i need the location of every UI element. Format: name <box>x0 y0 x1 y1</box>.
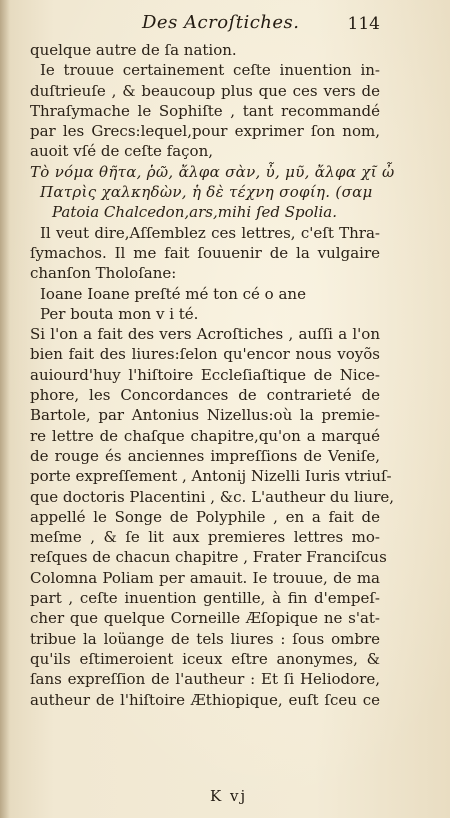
text-line: Ie trouue certainement ceſte inuention in- <box>40 61 380 80</box>
text-line: Si l'on a fait des vers Acroſtiches , auſſi a l'on <box>30 325 380 344</box>
song-line: Per bouta mon v i té. <box>40 304 199 323</box>
text-line: Il veut dire,Aſſemblez ces lettres, c'eſt Thra- <box>40 223 380 242</box>
text-line: appellé le Songe de Polyphile , en a fait de <box>30 507 380 526</box>
greek-verse-line: Πατρὶς χαλκηδὼν, ἡ δὲ τέχνη σοφίη. (σαμ <box>40 183 373 202</box>
text-line: auoit vſé de ceſte façon, <box>30 142 214 161</box>
greek-verse-line: Τὸ νόμα θῆτα, ῥῶ, ἄλφα σὰν, ὖ, μῦ, ἄλφα χῖ ὦ <box>30 162 395 181</box>
text-line: autheur de l'hiſtoire Æthiopique, euſt ſceu ce <box>30 690 380 709</box>
running-title: Des Acroſtiches. <box>142 12 300 33</box>
text-line: duſtrieuſe , & beaucoup plus que ces vers de <box>30 81 380 100</box>
text-line: part , ceſte inuention gentille, à fin d'empeſ- <box>30 589 380 608</box>
page-gutter-shadow <box>0 0 10 818</box>
text-line: cher que quelque Corneille Æſopique ne s'at- <box>30 609 380 628</box>
text-line: re lettre de chaſque chapitre,qu'on a marqué <box>30 426 380 445</box>
text-line: porte expreſſement , Antonij Nizelli Iuris vtriuſ- <box>30 467 392 486</box>
text-line: Thraſymache le Sophiſte , tant recommandé <box>30 101 380 120</box>
body-text <box>30 40 395 710</box>
text-line: Bartole, par Antonius Nizellus:où la premie- <box>30 406 380 425</box>
text-line: phore, les Concordances de contrarieté de <box>30 386 380 405</box>
text-line: qu'ils eſtimeroient iceux eſtre anonymes, & <box>30 649 380 668</box>
song-line: Ioane Ioane preſté mé ton cé o ane <box>40 284 306 303</box>
text-line: ſans expreſſion de l'autheur : Et ſi Heliodore, <box>30 670 380 689</box>
latin-translation-line: Patoia Chalcedon,ars,mihi ſed Spolia. <box>52 203 337 222</box>
text-line: quelque autre de ſa nation. <box>30 41 237 59</box>
page-number: 114 <box>347 14 380 34</box>
signature-mark: K vj <box>210 787 248 805</box>
text-line: chanſon Tholoſane: <box>30 264 177 283</box>
text-line: bien fait des liures:ſelon qu'encor nous voyõs <box>30 345 380 364</box>
text-line: reſques de chacun chapitre , Frater Franciſcus <box>30 548 387 567</box>
text-line: ſymachos. Il me fait ſouuenir de la vulgaire <box>30 243 380 262</box>
text-line: auiourd'huy l'hiſtoire Eccleſiaſtique de Nice- <box>30 365 380 384</box>
text-line: Colomna Poliam per amauit. Ie trouue, de ma <box>30 568 380 587</box>
text-line: tribue la loüange de tels liures : ſous ombre <box>30 629 380 648</box>
text-line: meſme , & ſe lit aux premieres lettres mo- <box>30 528 380 547</box>
text-line: que doctoris Placentini , &c. L'autheur du liure, <box>30 487 395 506</box>
text-line: de rouge és anciennes impreſſions de Veniſe, <box>30 446 380 465</box>
text-line: par les Grecs:lequel,pour exprimer ſon nom, <box>30 122 380 141</box>
